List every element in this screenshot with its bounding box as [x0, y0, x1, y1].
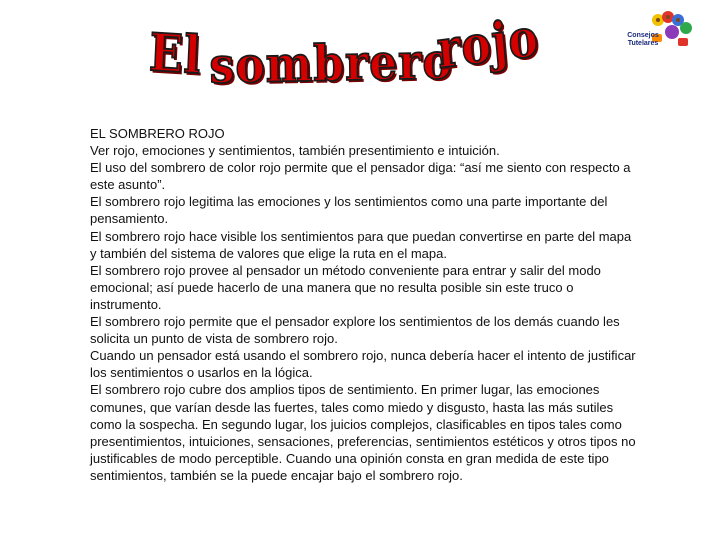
- body-text: [90, 125, 640, 484]
- paragraph: El sombrero rojo permite que el pensador explore los sentimientos de los demás cuando les solicita un punto de vista de sombrero rojo.: [90, 314, 620, 347]
- title-word: rojo: [434, 7, 542, 81]
- paragraph: Ver rojo, emociones y sentimientos, también presentimiento e intuición.: [90, 143, 500, 159]
- paragraph: Cuando un pensador está usando el sombrero rojo, nunca debería hacer el intento de justificar los sentimientos o usarlos en la lógica.: [90, 348, 636, 381]
- title-word: sombrero: [209, 33, 454, 95]
- logo-line: Tutelares: [627, 40, 659, 47]
- paragraph: El sombrero rojo provee al pensador un método conveniente para entrar y salir del modo emocional; así puede hacerlo de una manera que no resulta posible sin este truco o instrumento.: [90, 262, 601, 312]
- paragraph: El sombrero rojo legitima las emociones y los sentimientos como una parte importante del pensamiento.: [90, 194, 608, 227]
- consejos-tutelares-logo: [612, 8, 696, 54]
- logo-text: [614, 32, 672, 48]
- paragraph: El uso del sombrero de color rojo permite que el pensador diga: “así me siento con respecto a este asunto”.: [90, 160, 631, 193]
- slide-title: [148, 7, 568, 112]
- paragraph: El sombrero rojo hace visible los sentimientos para que puedan convertirse en parte del mapa y también del sistema de valores que elige la ruta en el mapa.: [90, 228, 632, 261]
- logo-line: Consejos: [627, 32, 659, 39]
- title-word: El: [148, 22, 203, 87]
- body-heading: EL SOMBRERO ROJO: [90, 126, 225, 141]
- paragraph: El sombrero rojo cubre dos amplios tipos de sentimiento. En primer lugar, las emociones comunes, que varían desde las fuertes, tales como miedo y disgusto, hasta las más sutiles como la sospecha. En segundo lugar, los juicios complejos, clasificables en tipos tales como presentimientos, intuiciones, sensaciones, preferencias, sentimientos estéticos y otros tipos no justificables de modo perceptible. Cuando una opinión consta en gran medida de este tipo sentimientos, también se la puede encajar bajo el sombrero rojo.: [90, 382, 636, 483]
